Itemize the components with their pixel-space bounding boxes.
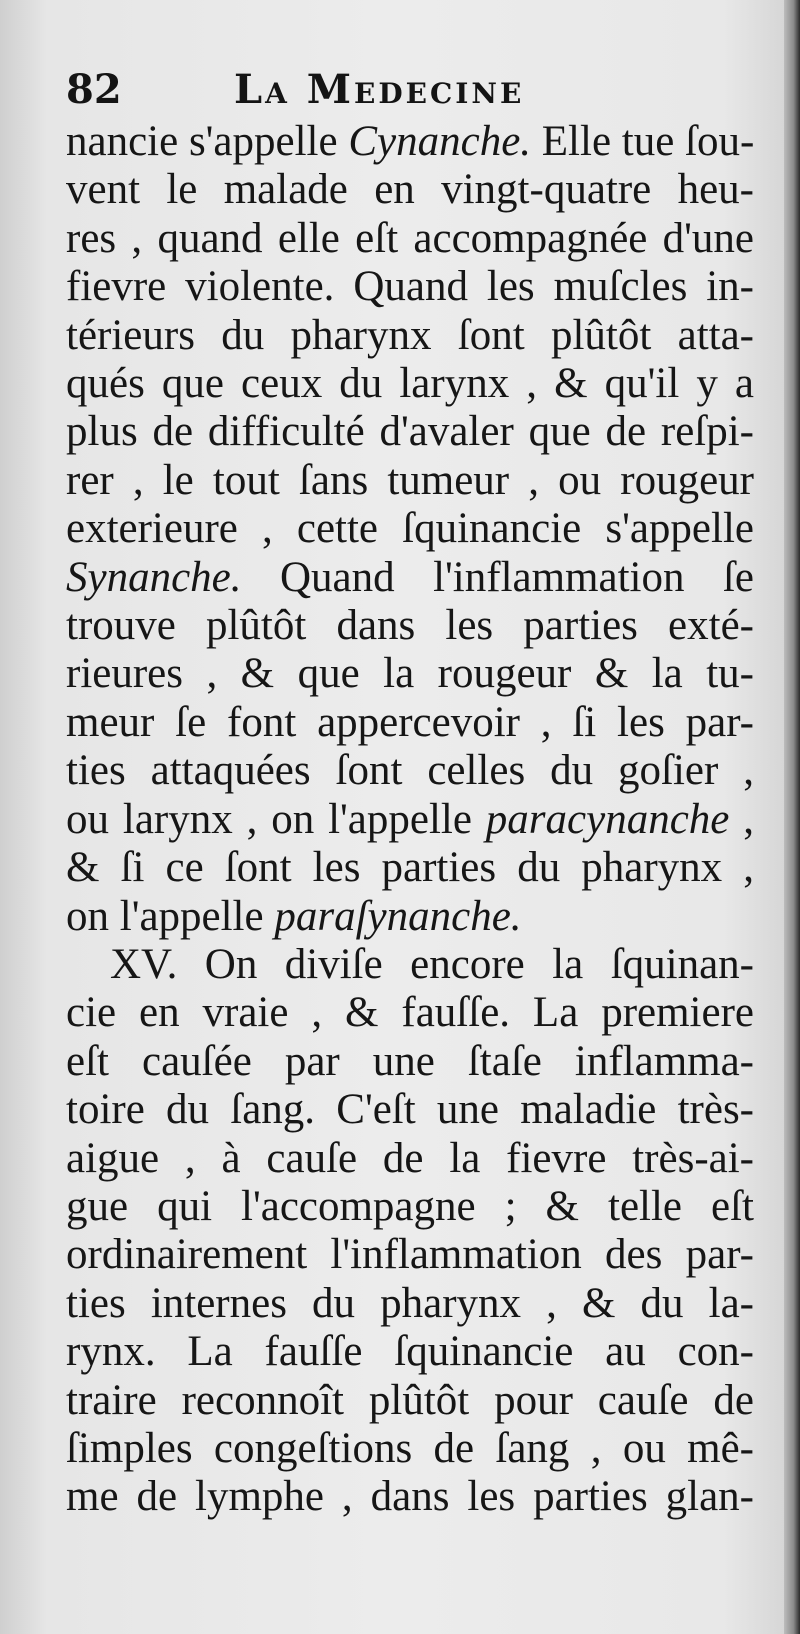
- text-line: rer , le tout ſans tumeur , ou rougeur: [66, 456, 754, 504]
- paragraph-start-line: XV. On diviſe encore la ſquinan-: [110, 940, 754, 988]
- text-line: térieurs du pharynx ſont plûtôt atta-: [66, 311, 754, 359]
- text-line: rieures , & que la rougeur & la tu-: [66, 650, 754, 698]
- text-line: toire du ſang. C'eſt une maladie très-: [66, 1086, 754, 1134]
- text-line: nancie s'appelle Cynanche. Elle tue ſou-: [66, 118, 755, 165]
- text-line: gue qui l'accompagne ; & telle eſt: [66, 1182, 754, 1230]
- text-line: & ſi ce ſont les parties du pharynx ,: [66, 844, 754, 892]
- text-line: fievre violente. Quand les muſcles in-: [66, 263, 754, 311]
- text-line: Synanche. Quand l'inflammation ſe: [66, 553, 754, 601]
- text-line: traire reconnoît plûtôt pour cauſe de: [66, 1376, 754, 1424]
- text-line: ties attaquées ſont celles du goſier ,: [66, 747, 754, 795]
- text-line: ties internes du pharynx , & du la-: [66, 1279, 754, 1327]
- body-text: [66, 118, 754, 1522]
- text-line: trouve plûtôt dans les parties exté-: [66, 602, 754, 650]
- running-title: La Medecine: [234, 66, 525, 113]
- text-line: ou larynx , on l'appelle paracynanche ,: [66, 795, 754, 843]
- text-line: meur ſe font appercevoir , ſi les par-: [66, 698, 754, 746]
- text-line: plus de difficulté d'avaler que de reſpi-: [66, 408, 754, 456]
- text-line: ordinairement l'inflammation des par-: [66, 1231, 754, 1279]
- page-number: 82: [66, 66, 122, 113]
- text-line: vent le malade en vingt-quatre heu-: [66, 166, 754, 214]
- page-edge-shadow: [784, 0, 800, 1634]
- text-line: qués que ceux du larynx , & qu'il y a: [66, 360, 754, 408]
- text-line: ſimples congeſtions de ſang , ou mê-: [66, 1424, 754, 1472]
- text-line: res , quand elle eſt accompagnée d'une: [66, 214, 754, 262]
- page-header: [66, 66, 756, 126]
- text-line: on l'appelle paraſynanche.: [66, 892, 522, 940]
- text-line: exterieure , cette ſquinancie s'appelle: [66, 505, 754, 553]
- text-line: cie en vraie , & fauſſe. La premiere: [66, 989, 754, 1037]
- text-line: eſt cauſée par une ſtaſe inflamma-: [66, 1037, 754, 1085]
- text-line: rynx. La fauſſe ſquinancie au con-: [66, 1328, 754, 1376]
- text-line: aigue , à cauſe de la fievre très-ai-: [66, 1134, 754, 1182]
- text-line: me de lymphe , dans les parties glan-: [66, 1473, 754, 1521]
